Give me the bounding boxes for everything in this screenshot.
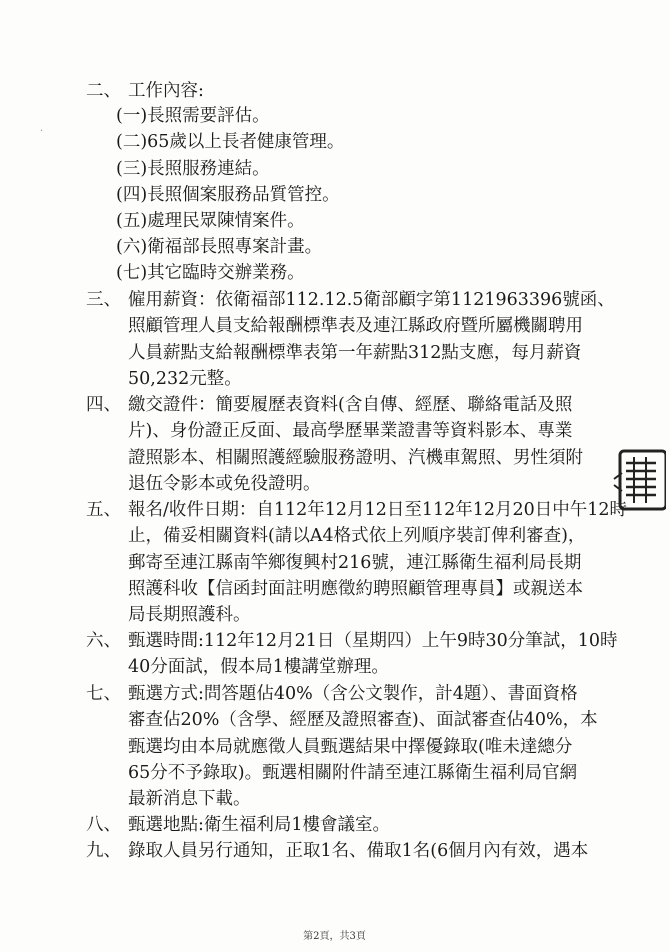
- section-line: 郵寄至連江縣南竿鄉復興村216號，連江縣衛生福利局長期: [128, 552, 582, 573]
- section-line: 止，備妥相關資料(請以A4格式依上列順序裝訂俾利審查)，: [128, 526, 586, 547]
- section-body: [128, 287, 615, 392]
- section-number: 三、: [86, 290, 121, 310]
- section-body: [128, 681, 598, 812]
- section-body: [128, 838, 588, 864]
- section-line: 局長期照護科。: [128, 605, 251, 626]
- seal-stamp-mark: [606, 445, 666, 515]
- section-line: 65分不予錄取)。甄選相關附件請至連江縣衛生福利局官網: [128, 762, 578, 783]
- section-line: 照顧管理人員支給報酬標準表及連江縣政府暨所屬機關聘用: [128, 316, 583, 337]
- section-body: [128, 812, 390, 838]
- page-footer: 第2頁，共3頁: [303, 931, 366, 942]
- section-number: 七、: [86, 684, 121, 704]
- section-number: 四、: [86, 395, 121, 415]
- section-line: 人員薪點支給報酬標準表第一年薪點312點支應，每月薪資: [128, 342, 582, 363]
- work-item-5: (五)處理民眾陳情案件。: [116, 211, 305, 231]
- section-line: 工作內容:: [128, 81, 204, 101]
- section-line: 錄取人員另行通知，正取1名、備取1名(6個月內有效，遇本: [128, 841, 589, 861]
- work-item-7: (七)其它臨時交辦業務。: [116, 263, 305, 283]
- speck-mark: ·: [40, 126, 44, 137]
- section-line: 退伍令影本或免役證明。: [128, 473, 321, 494]
- section-number: 八、: [86, 815, 121, 835]
- section-line: 甄選地點:衛生福利局1樓會議室。: [128, 815, 391, 835]
- section-body: [128, 392, 583, 497]
- section-line: 40分面試，假本局1樓講堂辦理。: [128, 657, 389, 678]
- section-number: 九、: [86, 841, 121, 861]
- section-line: 繳交證件：簡要履歷表資料(含自傳、經歷、聯絡電話及照: [128, 395, 573, 415]
- section-body: [128, 78, 204, 104]
- section-line: 甄選均由本局就應徵人員甄選結果中擇優錄取(唯未達總分: [128, 736, 573, 757]
- work-item-2: (二)65歲以上長者健康管理。: [116, 132, 345, 152]
- section-line: 甄選方式:問答題佔40%（含公文製作，計4題）、書面資格: [128, 684, 578, 704]
- work-item-1: (一)長照需要評估。: [116, 106, 270, 126]
- section-line: 報名/收件日期：自112年12月12日至112年12月20日中午12時: [128, 500, 628, 520]
- section-number: 二、: [86, 81, 121, 101]
- section-line: 甄選時間:112年12月21日（星期四）上午9時30分筆試，10時: [128, 631, 618, 651]
- section-number: 五、: [86, 500, 121, 520]
- work-item-6: (六)衛福部長照專案計畫。: [116, 237, 323, 257]
- work-item-4: (四)長照個案服務品質管控。: [116, 185, 340, 205]
- work-item-3: (三)長照服務連結。: [116, 159, 270, 179]
- section-line: 片)、身份證正反面、最高學歷畢業證書等資料影本、專業: [128, 421, 573, 442]
- section-line: 照護科收【信函封面註明應徵約聘照顧管理專員】或親送本: [128, 578, 583, 599]
- section-line: 審查佔20%（含學、經歷及證照審查)、面試審查佔40%，本: [128, 710, 598, 731]
- section-number: 六、: [86, 631, 121, 651]
- section-body: [128, 497, 627, 628]
- section-body: [128, 628, 618, 681]
- section-line: 50,232元整。: [128, 368, 242, 389]
- section-line: 最新消息下載。: [128, 789, 251, 810]
- section-line: 僱用薪資：依衛福部112.12.5衛部顧字第1121963396號函、: [128, 290, 615, 310]
- section-line: 證照影本、相關照護經驗服務證明、汽機車駕照、男性須附: [128, 447, 583, 468]
